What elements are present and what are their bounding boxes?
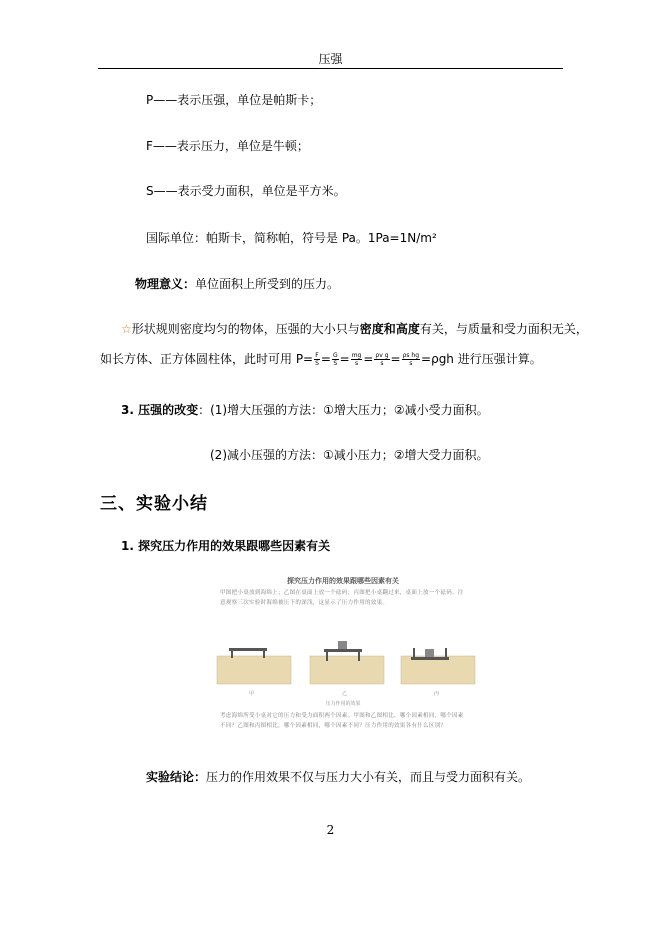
figure-title: 探究压力作用的效果跟哪些因素有关 [287,577,399,585]
header-divider [98,68,563,69]
pressure-increase-methods: ：(1)增大压强的方法：①增大压力；②减小受力面积。 [198,403,489,417]
regular-body-text-b: 有关，与质量和受力面积无关， [419,322,588,336]
figure-label-bing: 丙 [434,691,440,697]
figure-paragraph-1: 甲图把小桌放到海绵上；乙图在桌面上放一个砝码；丙图把小桌翻过来，桌面上放一个砝码。注意观察三次实验时海绵被压下的深浅，这显示了压力作用的效果。 [220,590,464,606]
fraction-rhovg-over-s: $\frac{\text{ρv g}}{s}$ [375,352,389,367]
physical-meaning-text: 单位面积上所受到的压力。 [195,277,340,291]
fraction-mg-over-s: $\frac{mg}{s}$ [351,352,362,367]
formula-suffix: =ρgh 进行压强计算。 [421,352,542,366]
definition-p: P——表示压强，单位是帕斯卡； [146,93,322,107]
figure-caption: 压力作用的效果 [325,701,361,707]
figure-label-yi: 乙 [342,691,348,697]
regular-body-line2: 如长方体、正方体圆柱体，此时可用 P= $\frac{F}{S}$ = $\frac{G}{S}$ = $\frac{mg}{s}$ = $\frac{\text{ρv g}}{s}$ = $\frac{\text{ρs hg}}{s}$ =ρgh 进行压强计算。 [100,352,542,367]
setup-yi [310,641,384,684]
fraction-f-over-s: $\frac{F}{S}$ [315,352,319,367]
experiment-conclusion [146,768,530,785]
physical-meaning-label: 物理意义： [135,277,196,291]
pressure-decrease-methods: (2)减小压强的方法：①减小压力；②增大受力面积。 [210,448,489,462]
setup-jia [217,648,291,684]
section-heading-experiment-summary: 三、实验小结 [100,494,208,514]
regular-body-text-a: 形状规则密度均匀的物体，压强的大小只与 [131,322,360,336]
setup-bing [401,648,475,684]
regular-body-line1 [121,320,588,337]
page-number: 2 [326,823,335,837]
figure-label-jia: 甲 [249,691,255,697]
conclusion-text: 压力的作用效果不仅与压力大小有关，而且与受力面积有关。 [206,770,531,784]
definition-s: S——表示受力面积，单位是平方米。 [146,184,346,198]
physical-meaning [135,275,339,292]
keyword-height: 高度 [395,322,420,336]
pressure-change-label: 3. 压强的改变 [121,403,199,417]
definition-unit: 国际单位：帕斯卡，简称帕，符号是 Pa。1Pa=1N/m² [146,231,437,245]
star-icon: ☆ [121,322,132,336]
fraction-g-over-s: $\frac{G}{S}$ [332,352,338,367]
formula-prefix: 如长方体、正方体圆柱体，此时可用 P= [100,352,314,366]
page-header-title: 压强 [318,52,343,66]
keyword-and: 和 [383,322,396,336]
figure-paragraph-2: 考虑海绵所受小桌对它的压力和受力面积两个因素。甲图和乙图相比，哪个因素相同，哪个因素不同？乙图和丙图相比，哪个因素相同，哪个因素不同？压力作用的效果各有什么区别？ [220,713,464,729]
fraction-rhoshg-over-s: $\frac{\text{ρs hg}}{s}$ [402,352,420,367]
keyword-density: 密度 [359,322,384,336]
sponge-experiment-illustration [205,628,481,693]
experiment-item-title: 1. 探究压力作用的效果跟哪些因素有关 [121,539,331,553]
conclusion-label: 实验结论： [146,770,207,784]
pressure-change-increase [121,401,489,418]
definition-f: F——表示压力，单位是牛顿； [146,139,309,153]
experiment-figure [205,573,481,753]
